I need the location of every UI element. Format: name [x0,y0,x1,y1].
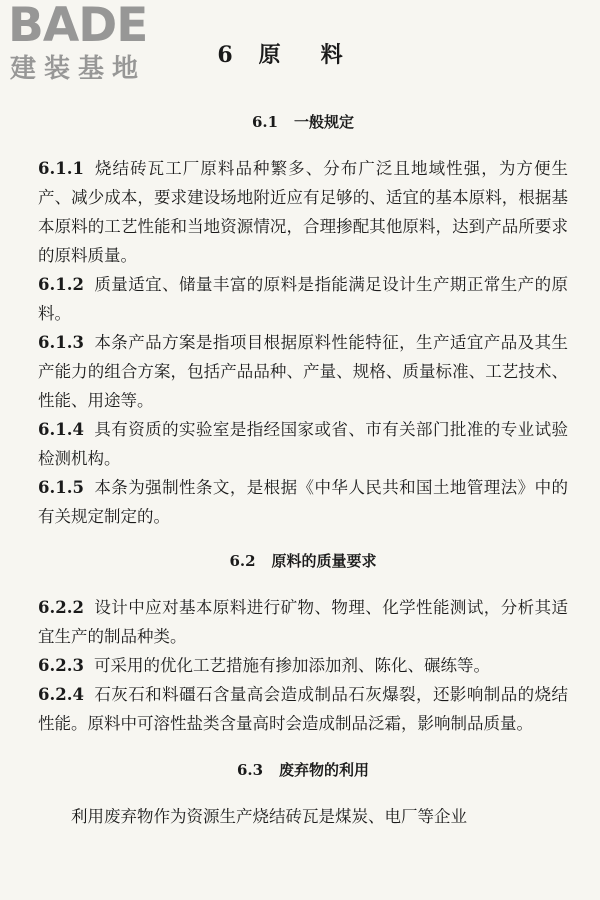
clause: 6.1.1 烧结砖瓦工厂原料品种繁多、分布广泛且地域性强，为方便生产、减少成本，要求建设场地附近应有足够的、适宜的基本原料，根据基本原料的工艺性能和当地资源情况，合理掺配其他原料，达到产品所要求的原料质量。 [38,159,568,265]
chapter-title [0,38,600,69]
chapter-number: 6 [217,42,237,68]
clause: 6.1.4 具有资质的实验室是指经国家或省、市有关部门批准的专业试验检测机构。 [38,420,568,468]
clause: 6.2.3 可采用的优化工艺措施有掺加添加剂、陈化、碾练等。 [38,656,490,675]
section-title-6-1: 6.1 一般规定 [251,113,355,131]
clause: 6.1.3 本条产品方案是指项目根据原料性能特征，生产适宜产品及其生产能力的组合方案，包括产品品种、产量、规格、质量标准、工艺技术、性能、用途等。 [38,333,568,410]
watermark-subtitle: 建装基地 [10,54,147,84]
section-title-6-2: 6.2 原料的质量要求 [229,552,377,570]
document-body [38,106,568,831]
paragraph: 利用废弃物作为资源生产烧结砖瓦是煤炭、电厂等企业 [71,807,467,826]
clause: 6.2.4 石灰石和料礓石含量高会造成制品石灰爆裂，还影响制品的烧结性能。原料中可溶性盐类含量高时会造成制品泛霜，影响制品质量。 [38,685,568,733]
chapter-name: 原料 [258,42,383,68]
section-title-6-3: 6.3 废弃物的利用 [236,761,370,779]
watermark-brand: BADE [8,0,148,53]
clause: 6.1.2 质量适宜、储量丰富的原料是指能满足设计生产期正常生产的原料。 [38,275,568,323]
clause: 6.1.5 本条为强制性条文，是根据《中华人民共和国土地管理法》中的有关规定制定的。 [38,478,568,526]
clause: 6.2.2 设计中应对基本原料进行矿物、物理、化学性能测试，分析其适宜生产的制品种类。 [38,598,568,646]
